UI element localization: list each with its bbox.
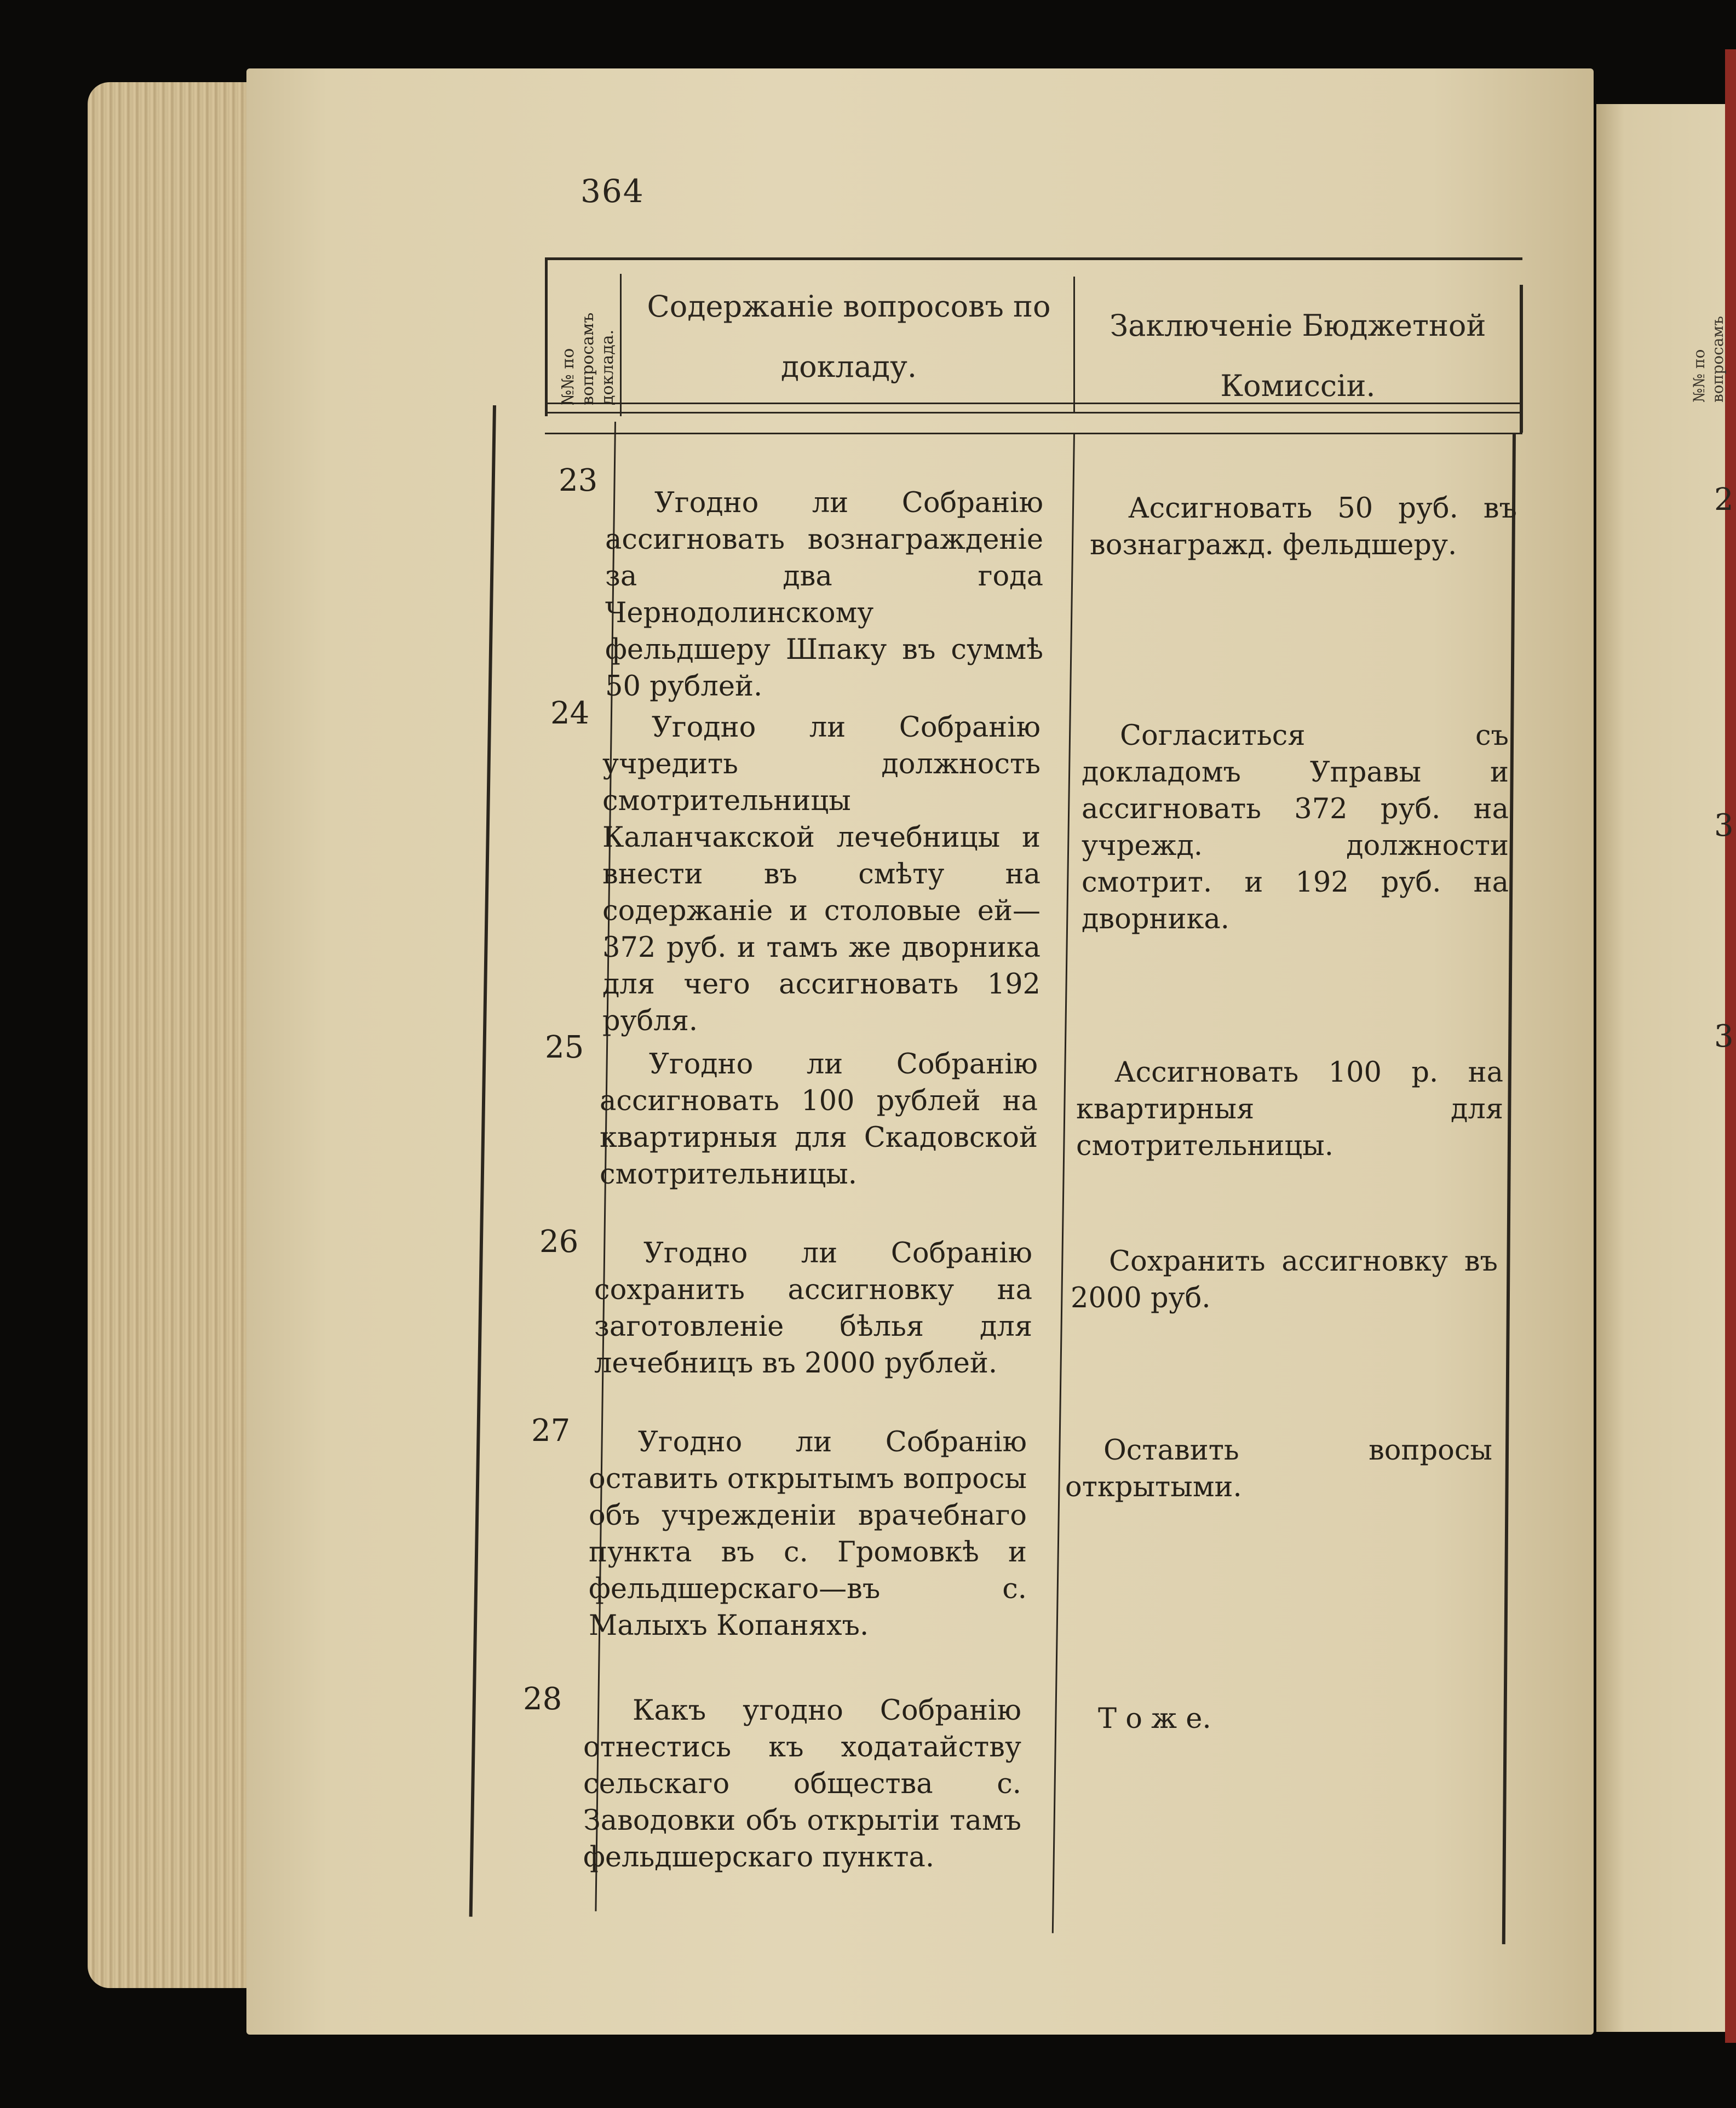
row-question: Угодно ли Собранію ассигновать вознагражденіе за два года Чернодолинскому фельдшеру Шпаку въ суммѣ 50 рублей. (605, 487, 1043, 703)
book-page-edges (88, 82, 274, 1988)
header-left-border (545, 257, 548, 416)
row-number: 27 (531, 1413, 571, 1449)
row-conclusion: Согласиться съ докладомъ Управы и ассигновать 372 руб. на учрежд. должности смотрит. и 192 руб. на дворника. (1082, 720, 1509, 935)
header-rule-3 (545, 433, 1522, 434)
header-number-line-3: доклада. (598, 329, 617, 405)
row-conclusion: Оставить вопросы открытыми. (1065, 1434, 1492, 1503)
table-top-border (545, 257, 1522, 260)
header-conclusion-line-1: Заключеніе Бюджетной (1110, 308, 1486, 343)
header-col-divider-1 (620, 274, 622, 416)
next-header-line-2: вопросамъ (1709, 315, 1727, 403)
row-question: Угодно ли Собранію учредить должность смотрительницы Каланчакской лечебницы и внести въ смѣту на содержаніе и столовые ей—372 руб. и тамъ же дворника для чего ассигновать 192 рубля. (602, 711, 1041, 1037)
row-question: Угодно ли Собранію оставить открытымъ вопросы объ учрежденіи врачебнаго пункта въ с. Громовкѣ и фельдшерскаго—въ с. Малыхъ Копаняхъ. (589, 1426, 1027, 1642)
next-page-number: 2 (1714, 482, 1734, 518)
header-question-line-1: Содержаніе вопросовъ по (647, 289, 1051, 324)
header-number-column (559, 313, 618, 405)
header-number-line-1: №№ по (559, 348, 578, 405)
page-number: 364 (580, 173, 645, 210)
next-page-number: 3 (1714, 808, 1734, 843)
row-conclusion: Сохранить ассигновку въ 2000 руб. (1071, 1245, 1498, 1314)
header-question-column (630, 277, 1068, 397)
row-conclusion: Ассигновать 100 р. на квартирныя для смотрительницы. (1076, 1056, 1503, 1162)
row-number: 26 (539, 1224, 579, 1260)
row-question: Угодно ли Собранію ассигновать 100 рублей на квартирныя для Скадовской смотрительницы. (600, 1048, 1038, 1191)
header-conclusion-line-2: Комиссіи. (1220, 369, 1376, 403)
header-right-border (1520, 285, 1523, 433)
header-number-line-2: вопросамъ (578, 312, 597, 405)
row-number: 24 (550, 696, 590, 731)
next-header-line-1: №№ по (1690, 349, 1708, 403)
row-question: Какъ угодно Собранію отнестись къ ходатайству сельскаго общества с. Заводовки объ открытіи тамъ фельдшерскаго пункта. (583, 1695, 1021, 1874)
next-page-number: 3 (1714, 1019, 1734, 1054)
next-page-header (1690, 316, 1727, 403)
row-conclusion: Ассигновать 50 руб. въ вознагражд. фельдшеру. (1090, 492, 1517, 561)
header-question-line-2: докладу. (780, 349, 917, 384)
row-number: 25 (545, 1030, 584, 1065)
header-conclusion-column (1082, 296, 1514, 416)
row-question: Угодно ли Собранію сохранить ассигновку на заготовленіе бѣлья для лечебницъ въ 2000 рублей. (594, 1237, 1032, 1380)
row-number: 28 (523, 1681, 562, 1717)
row-conclusion: Т о ж е. (1098, 1703, 1211, 1735)
row-number: 23 (559, 463, 598, 498)
header-col-divider-2 (1073, 277, 1075, 413)
